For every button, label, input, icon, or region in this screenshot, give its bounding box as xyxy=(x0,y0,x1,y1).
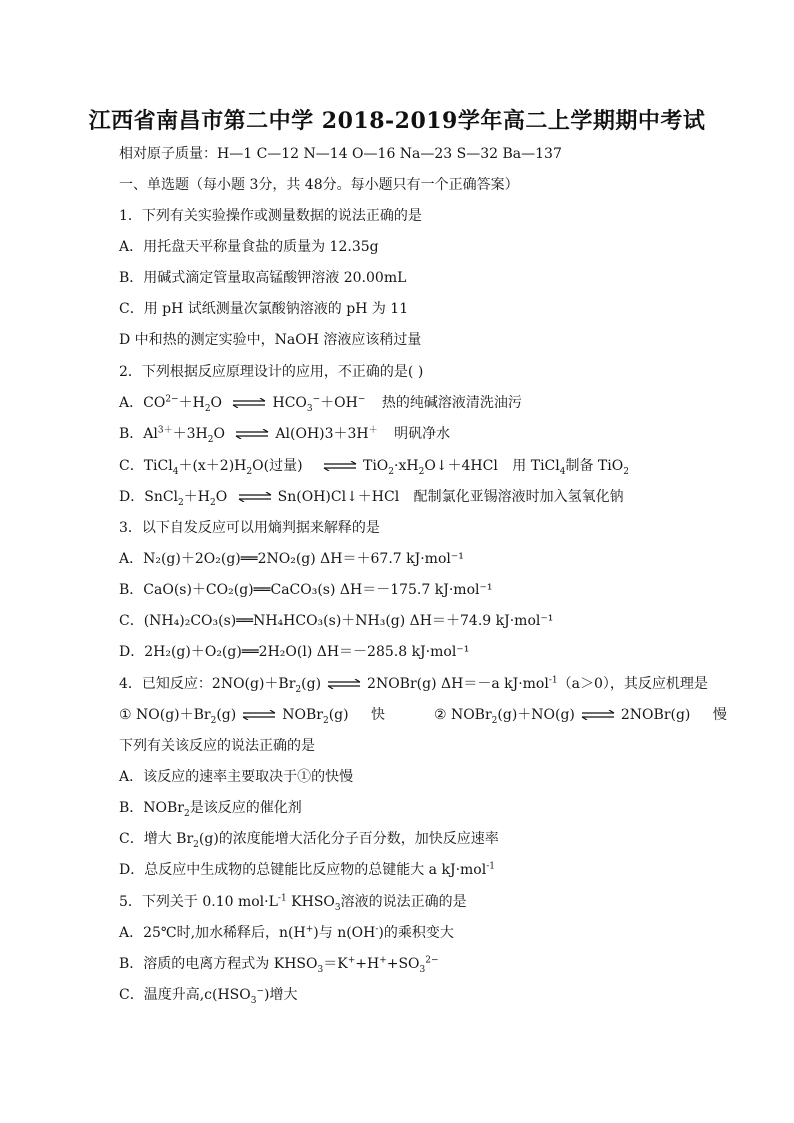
q3-option-b: B．CaO(s)＋CO₂(g)══CaCO₃(s) ΔH＝－175.7 kJ·mol⁻¹ xyxy=(119,582,493,598)
reversible-arrow-icon xyxy=(232,398,266,408)
q3-option-a: A．N₂(g)＋2O₂(g)══2NO₂(g) ΔH＝＋67.7 kJ·mol⁻¹ xyxy=(119,551,464,567)
reversible-arrow-icon xyxy=(323,461,357,471)
q4-sub-stem: 下列有关该反应的说法正确的是 xyxy=(119,738,315,754)
page-title: 江西省南昌市第二中学 2018-2019学年高二上学期期中考试 xyxy=(88,108,706,134)
q4-mechanism: ① $NO(g)+Br_2(g)$ NOBr$_2$(g) 快 ② NOBr$_2$(g)＋NO(g) 2NOBr(g) 慢 xyxy=(119,707,727,726)
q5-option-b: B．溶质的电离方程式为 $KHSO_3=K^++H^++SO_3^{2-}$ xyxy=(119,955,439,975)
q4-step1-speed: 快 xyxy=(371,707,386,723)
q2-d-application: 配制氯化亚锡溶液时加入氢氧化钠 xyxy=(413,489,624,505)
q5-stem: 5．下列关于 0.10 $mol\cdot L^{-1}$ $KHSO_3$溶液的说法正确的是 xyxy=(119,893,467,913)
reversible-arrow-icon xyxy=(235,429,269,439)
q2-option-b: B．$Al^{3+}+3H_2O$ Al(OH)3＋3H＋ 明矾净水 xyxy=(119,425,451,445)
q2-stem: 2．下列根据反应原理设计的应用，不正确的是( ) xyxy=(119,364,424,380)
q1-option-b: B．用碱式滴定管量取高锰酸钾溶液 20.00mL xyxy=(119,270,407,286)
q4-option-c: C．增大 $Br_2(g)$的浓度能增大活化分子百分数，加快反应速率 xyxy=(119,831,499,850)
q5-option-c: C．温度升高$,c(HSO_3^-)$增大 xyxy=(119,986,298,1006)
q3-option-d: D．2H₂(g)＋O₂(g)══2H₂O(l) ΔH＝－285.8 kJ·mol⁻¹ xyxy=(119,644,470,660)
q4-option-b: B．NOBr$_2$是该反应的催化剂 xyxy=(119,800,302,819)
q1-option-c: C．用 pH 试纸测量次氯酸钠溶液的 pH 为 11 xyxy=(119,301,409,317)
atomic-mass-line: 相对原子质量：H—1 C—12 N—14 O—16 Na—23 S—32 Ba—137 xyxy=(119,146,562,162)
q2-option-c: C．$TiCl_4+(x+2)H_2O$(过量) $TiO_2\cdot xH_2O↓+4HCl$ 用 TiCl$_4$制备 TiO$_2$ xyxy=(119,458,629,477)
q4-option-d: D．总反应中生成物的总键能比反应物的总键能大 a kJ·mol$^{-1}$ xyxy=(119,861,495,878)
q1-option-a: A．用托盘天平称量食盐的质量为 12.35g xyxy=(119,239,379,255)
reversible-arrow-icon xyxy=(238,492,272,502)
q1-stem: 1．下列有关实验操作或测量数据的说法正确的是 xyxy=(119,208,422,224)
reversible-arrow-icon xyxy=(581,710,615,720)
q2-option-d: D．$SnCl_2+H_2O$ Sn(OH)Cl↓＋HCl 配制氯化亚锡溶液时加入氢氧化钠 xyxy=(119,489,624,508)
q5-option-a: A．25℃时,加水稀释后，n(H+)与 n(OH-)的乘积变大 xyxy=(119,924,454,941)
reversible-arrow-icon xyxy=(327,679,361,689)
section-heading: 一、单选题（每小题 3分，共 48分。每小题只有一个正确答案） xyxy=(119,177,519,193)
q4-option-a: A．该反应的速率主要取决于①的快慢 xyxy=(119,769,354,785)
q2-b-application: 明矾净水 xyxy=(394,426,451,442)
q3-option-c: C．(NH₄)₂CO₃(s)══NH₄HCO₃(s)＋NH₃(g) ΔH＝＋74.9 kJ·mol⁻¹ xyxy=(119,613,554,629)
q2-option-a: A．$CO^{2-}+H_2O$ $HCO_3^-+OH^-$ 热的纯碱溶液清洗油污 xyxy=(119,394,522,414)
q2-a-application: 热的纯碱溶液清洗油污 xyxy=(381,395,522,411)
q1-option-d: D 中和热的测定实验中，NaOH 溶液应该稍过量 xyxy=(119,332,422,348)
q4-step2-speed: 慢 xyxy=(712,707,727,723)
q3-stem: 3．以下自发反应可以用熵判据来解释的是 xyxy=(119,520,380,536)
reversible-arrow-icon xyxy=(242,710,276,720)
q4-stem: 4．已知反应：$2NO(g)+Br_2(g)$ 2NOBr(g) ΔH＝－a kJ·mol$^{-1}$（a＞0），其反应机理是 xyxy=(119,675,708,695)
